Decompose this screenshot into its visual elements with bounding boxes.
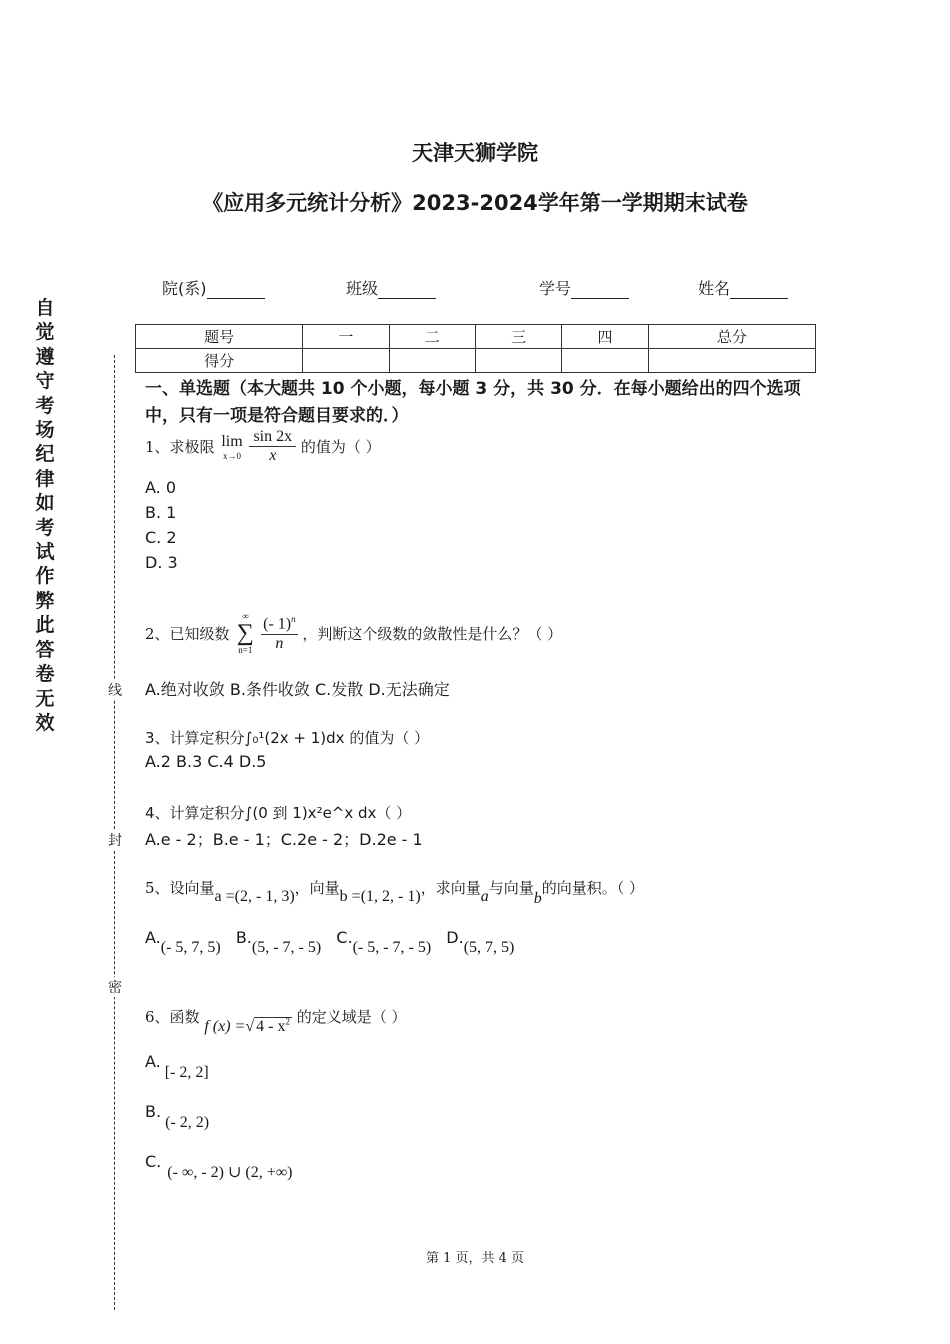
series-numerator xyxy=(261,614,297,634)
sqrt-symbol: √ xyxy=(245,1018,255,1035)
q6-prefix: 6、函数 xyxy=(145,1008,200,1026)
q2-prefix: 2、已知级数 xyxy=(145,625,230,643)
score-cell[interactable] xyxy=(562,349,648,373)
id-field xyxy=(539,276,629,299)
fraction xyxy=(249,428,296,465)
series-numerator-base: (- 1) xyxy=(263,615,292,633)
q5-option-b-label: B. xyxy=(235,928,252,947)
section-heading: 一、单选题（本大题共 10 个小题，每小题 3 分，共 30 分．在每小题给出的四个选项中，只有一项是符合题目要求的．） xyxy=(145,379,801,426)
score-table-score-row xyxy=(136,349,816,373)
question-4: 4、计算定积分∫(0 到 1)x²e^x dx（ ） xyxy=(145,804,412,822)
series-numerator-exp: n xyxy=(291,614,296,625)
question-5 xyxy=(145,877,644,907)
q5-option-b[interactable] xyxy=(235,928,322,956)
name-field xyxy=(698,276,788,299)
q5-prefix: 5、设向量 xyxy=(145,879,215,897)
score-header-cell: 三 xyxy=(475,325,561,349)
seal-char-xian: 线 xyxy=(106,680,124,700)
q1-prefix: 1、求极限 xyxy=(145,438,215,456)
exam-title: 《应用多元统计分析》2023-2024学年第一学期期末试卷 xyxy=(202,191,748,215)
q6-option-b-value: (- 2, 2) xyxy=(165,1114,210,1131)
vector-a-def: a =(2, - 1, 3) xyxy=(214,888,295,905)
q5-option-a-label: A. xyxy=(145,928,161,947)
sqrt-radicand xyxy=(254,1017,292,1035)
score-header-cell: 一 xyxy=(303,325,389,349)
q1-suffix: 的值为（ ） xyxy=(300,438,381,456)
seal-char-feng: 封 xyxy=(106,830,124,850)
seal-char-mi: 密 xyxy=(106,977,124,997)
lim-symbol: lim xyxy=(221,432,243,450)
sqrt-exponent: 2 xyxy=(285,1016,290,1027)
sigma-symbol: ∑ xyxy=(236,620,254,646)
id-blank[interactable] xyxy=(571,282,629,299)
class-field xyxy=(346,276,436,299)
q3-options[interactable]: A.2 B.3 C.4 D.5 xyxy=(145,752,267,771)
score-table-header-row xyxy=(136,325,816,349)
q5-option-a-value: (- 5, 7, 5) xyxy=(160,939,221,956)
question-6 xyxy=(145,1006,407,1035)
q6-option-a-value: [- 2, 2] xyxy=(164,1064,209,1081)
q5-option-c-label: C. xyxy=(336,928,353,947)
sqrt-body: 4 - x xyxy=(256,1018,286,1035)
series-fraction xyxy=(261,614,297,652)
q6-option-a-label: A. xyxy=(145,1052,161,1071)
vector-b-def: b =(1, 2, - 1) xyxy=(339,888,421,905)
page-footer: 第 1 页，共 4 页 xyxy=(425,1251,525,1266)
q5-option-b-value: (5, - 7, - 5) xyxy=(251,939,322,956)
school-name: 天津天狮学院 xyxy=(412,141,538,165)
q6-option-c-value: (- ∞, - 2) ∪ (2, +∞) xyxy=(167,1164,293,1181)
q5-option-d[interactable] xyxy=(446,928,515,956)
q5-option-c-value: (- 5, - 7, - 5) xyxy=(352,939,432,956)
q4-options[interactable]: A.e - 2；B.e - 1；C.2e - 2；D.2e - 1 xyxy=(145,830,423,849)
exam-notice-text: 自觉遵守考场纪律如考试作弊此答卷无效 xyxy=(35,297,55,734)
q1-option-d[interactable]: D. 3 xyxy=(145,553,178,572)
dept-field xyxy=(162,276,265,299)
score-table xyxy=(135,324,816,373)
q5-mid3: 与向量 xyxy=(488,879,534,897)
score-header-cell: 四 xyxy=(562,325,648,349)
dept-blank[interactable] xyxy=(207,282,265,299)
q5-mid2: ，求向量 xyxy=(420,879,481,897)
q2-options[interactable]: A.绝对收敛 B.条件收敛 C.发散 D.无法确定 xyxy=(145,680,450,699)
q5-option-a[interactable] xyxy=(145,928,221,956)
q1-option-a[interactable]: A. 0 xyxy=(145,478,177,497)
vector-a-symbol: a xyxy=(480,888,489,905)
name-blank[interactable] xyxy=(730,282,788,299)
limit-expression xyxy=(221,433,242,461)
score-cell[interactable] xyxy=(303,349,389,373)
class-label: 班级 xyxy=(346,279,379,298)
fraction-numerator: sin 2x xyxy=(249,428,296,447)
q1-option-c[interactable]: C. 2 xyxy=(145,528,177,547)
q6-option-b[interactable] xyxy=(145,1102,210,1131)
score-header-cell: 二 xyxy=(389,325,475,349)
q6-option-c[interactable] xyxy=(145,1152,293,1181)
sigma-upper: ∞ xyxy=(242,611,249,621)
q6-option-c-label: C. xyxy=(145,1152,162,1171)
fraction-denominator: x xyxy=(269,447,277,464)
score-header-cell: 总分 xyxy=(648,325,815,349)
q5-mid1: ，向量 xyxy=(294,879,340,897)
lim-subscript: x→0 xyxy=(223,450,241,461)
question-1 xyxy=(145,428,381,465)
sigma-lower: n=1 xyxy=(238,645,253,655)
function-def: f (x) = xyxy=(204,1018,246,1035)
question-3: 3、计算定积分∫₀¹(2x + 1)dx 的值为（ ） xyxy=(145,729,430,747)
score-cell[interactable] xyxy=(648,349,815,373)
q6-suffix: 的定义域是（ ） xyxy=(296,1008,407,1026)
score-cell[interactable] xyxy=(389,349,475,373)
class-blank[interactable] xyxy=(378,282,436,299)
score-row-label: 得分 xyxy=(136,349,303,373)
q5-options xyxy=(145,928,515,956)
q5-option-d-value: (5, 7, 5) xyxy=(463,939,515,956)
q5-option-d-label: D. xyxy=(446,928,464,947)
q1-option-b[interactable]: B. 1 xyxy=(145,503,177,522)
score-header-cell: 题号 xyxy=(136,325,303,349)
q6-option-a[interactable] xyxy=(145,1052,209,1081)
score-cell[interactable] xyxy=(475,349,561,373)
exam-notice-vertical xyxy=(28,296,62,735)
dept-label: 院(系) xyxy=(162,279,207,298)
question-2 xyxy=(145,612,562,655)
q2-suffix: ，判断这个级数的敛散性是什么？（ ） xyxy=(302,625,563,643)
name-label: 姓名 xyxy=(698,279,731,298)
q5-option-c[interactable] xyxy=(336,928,432,956)
series-denominator: n xyxy=(275,634,284,652)
vector-b-symbol: b xyxy=(533,890,542,907)
id-label: 学号 xyxy=(539,279,572,298)
series-sigma xyxy=(234,612,256,655)
q6-option-b-label: B. xyxy=(145,1102,162,1121)
q5-suffix: 的向量积。（ ） xyxy=(541,879,644,897)
